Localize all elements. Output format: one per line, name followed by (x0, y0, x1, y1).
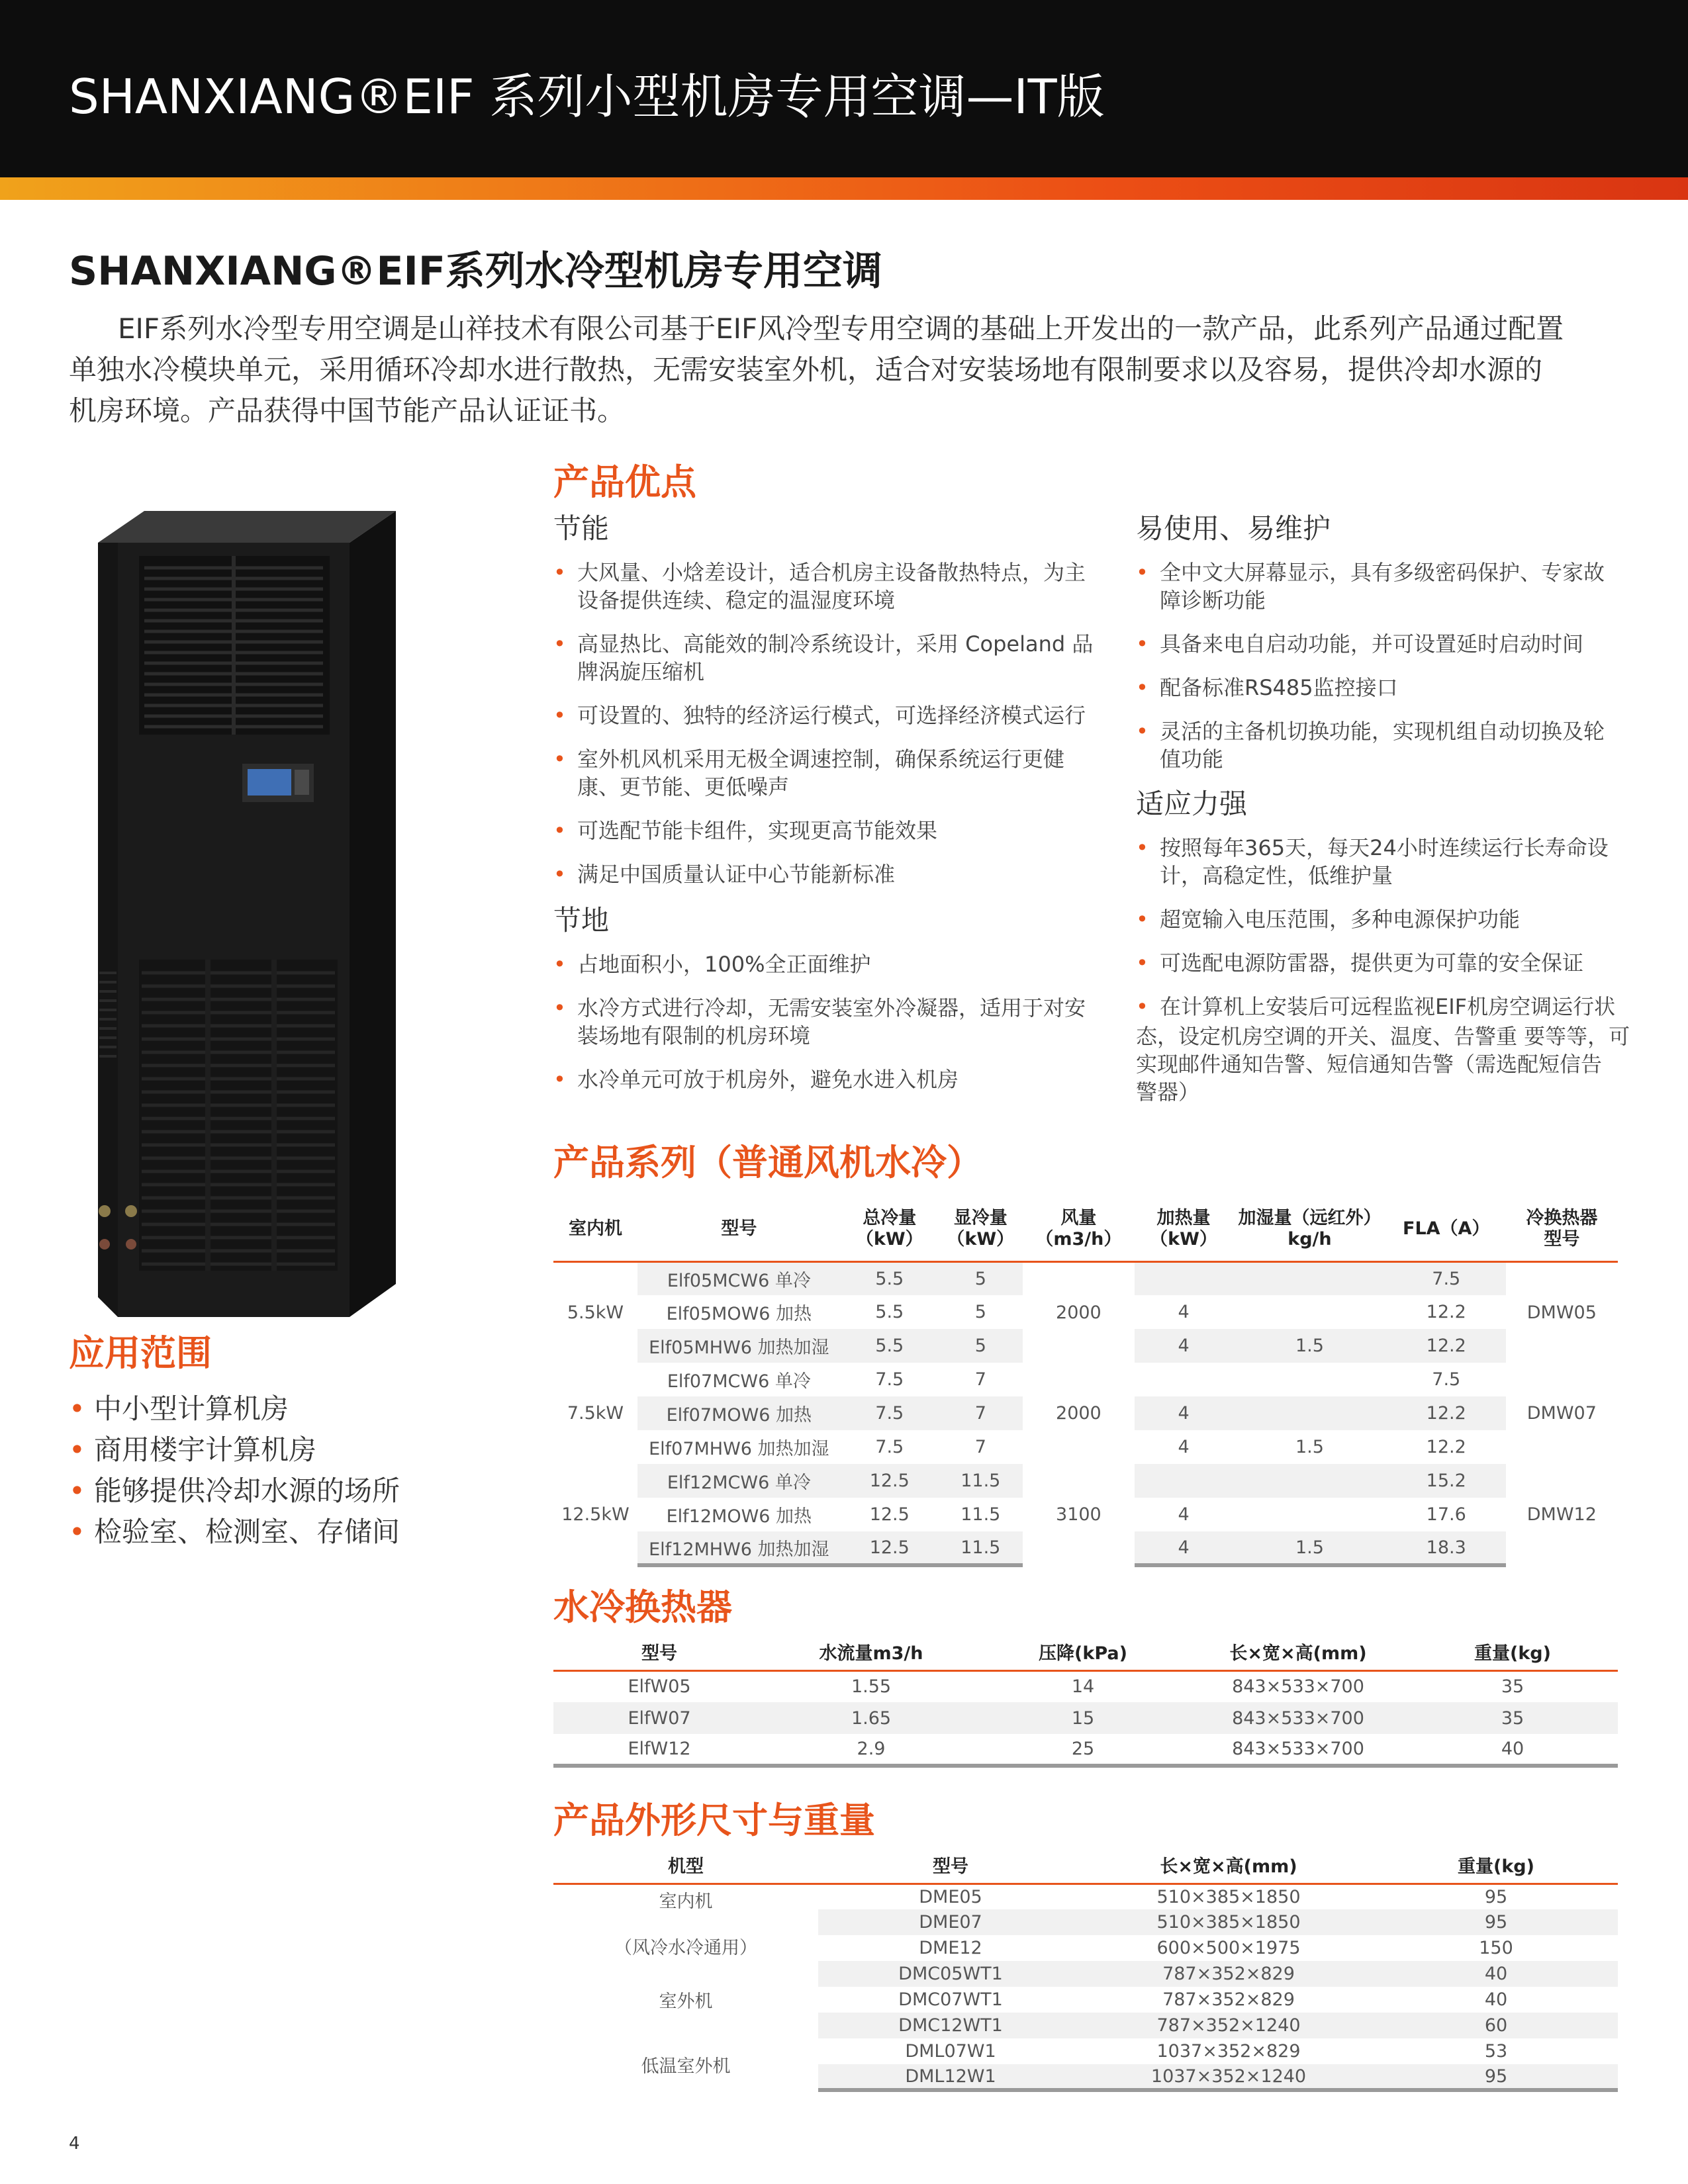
humidifying-cell (1233, 1295, 1387, 1329)
table-cell: DME05 (919, 1886, 982, 1907)
column-header (1023, 1198, 1135, 1261)
list-item (553, 559, 1103, 614)
list-item (1136, 559, 1639, 614)
heating-cell: 4 (1178, 1504, 1190, 1525)
table-row (553, 1670, 1618, 1702)
total-cooling-cell: 7.5 (875, 1437, 904, 1457)
humidifying-cell (1233, 1261, 1387, 1295)
table-cell: DME12 (919, 1938, 982, 1958)
sensible-cooling-cell: 7 (974, 1369, 986, 1390)
list-item-text: 牌涡旋压缩机 (577, 659, 705, 684)
list-item (553, 950, 1103, 978)
column-header (939, 1198, 1023, 1261)
model-cell: Elf12MOW6 加热 (666, 1506, 812, 1527)
model-cell: Elf12MHW6 加热加湿 (637, 1531, 841, 1565)
table-row (553, 1884, 1618, 1909)
table-cell: DME07 (818, 1909, 1083, 1935)
adaptability-title: 适应力强 (1136, 788, 1248, 820)
humidifying-cell (1233, 1363, 1387, 1396)
list-item (1136, 993, 1639, 1021)
list-item (553, 860, 1103, 888)
table-cell: 843×533×700 (1189, 1734, 1407, 1766)
bullet-icon: • (553, 703, 566, 728)
column-header (553, 1198, 637, 1261)
table-cell: 843×533×700 (1189, 1702, 1407, 1734)
fla-cell: 7.5 (1387, 1261, 1506, 1295)
heating-cell: 4 (1178, 1437, 1190, 1457)
table-cell: 53 (1484, 2041, 1508, 2062)
list-item (553, 745, 1103, 801)
table-row (553, 1464, 1618, 1498)
bullet-icon: • (553, 952, 566, 977)
list-item-text: 全中文大屏幕显示，具有多级密码保护、专家故 (1160, 560, 1605, 585)
column-header-text: （kW） (1150, 1229, 1217, 1250)
continuation-line: 态，设定机房空调的开关、温度、告警重 要等等，可 (1136, 1024, 1630, 1049)
sensible-cooling-cell: 7 (974, 1437, 986, 1457)
column-header-text: （kW） (947, 1229, 1015, 1250)
bullet-icon: • (69, 1392, 85, 1425)
humidifying-cell (1233, 1464, 1387, 1498)
table-cell: 40 (1407, 1734, 1618, 1766)
list-item-text: 超宽输入电压范围，多种电源保护功能 (1160, 907, 1521, 932)
humidifying-cell (1233, 1396, 1387, 1430)
column-header (553, 1639, 765, 1670)
list-item (553, 994, 1103, 1050)
column-header (1135, 1198, 1233, 1261)
dimensions-table (553, 1852, 1618, 2092)
sensible-cooling-cell: 11.5 (961, 1504, 1001, 1525)
table-cell: 843×533×700 (1232, 1676, 1364, 1698)
fla-cell: 17.6 (1426, 1504, 1466, 1525)
energy-saving-list (553, 559, 1103, 904)
table-header-row (553, 1639, 1618, 1670)
airflow-cell: 3100 (1056, 1504, 1102, 1525)
sensible-cooling-cell: 5 (939, 1329, 1023, 1363)
column-header-text: （m3/h） (1035, 1229, 1122, 1250)
fla-cell: 12.2 (1387, 1396, 1506, 1430)
table-cell: 600×500×1975 (1156, 1938, 1301, 1958)
table-cell: 15 (977, 1702, 1189, 1734)
dimensions-title: 产品外形尺寸与重量 (553, 1799, 875, 1841)
bullet-icon: • (69, 1516, 85, 1548)
heating-cell: 4 (1135, 1396, 1233, 1430)
adaptability-continuation (1136, 1023, 1632, 1106)
heat-exchanger-table (553, 1639, 1618, 1768)
table-cell: 25 (977, 1734, 1189, 1766)
column-header (1387, 1198, 1506, 1261)
heat-exchanger-model-cell: DMW05 (1526, 1302, 1597, 1323)
column-header-text: 室内机 (568, 1218, 622, 1240)
list-item (1136, 630, 1639, 658)
bullet-icon: • (1136, 675, 1149, 700)
table-cell: 1037×352×1240 (1083, 2064, 1374, 2090)
table-cell: 1.65 (765, 1702, 977, 1734)
table-cell: 95 (1374, 2064, 1618, 2090)
table-cell: 60 (1374, 2013, 1618, 2038)
list-item (553, 817, 1103, 844)
bullet-icon: • (69, 1433, 85, 1466)
list-item-text: 计，高稳定性，低维护量 (1160, 863, 1393, 888)
intro-line: 机房环境。产品获得中国节能产品认证证书。 (69, 394, 626, 427)
list-item (553, 630, 1103, 686)
model-cell: Elf07MCW6 单冷 (667, 1371, 811, 1392)
column-header-text: 总冷量 (863, 1208, 917, 1229)
airflow-cell: 2000 (1056, 1302, 1102, 1323)
list-item (1136, 717, 1639, 773)
model-cell: Elf07MOW6 加热 (637, 1396, 841, 1430)
column-header-text: 冷换热器 (1526, 1208, 1598, 1229)
fla-cell: 12.2 (1426, 1302, 1466, 1322)
bullet-icon: • (553, 1067, 566, 1092)
total-cooling-cell: 12.5 (841, 1464, 939, 1498)
air-conditioner-unit-image (98, 510, 396, 1317)
column-header (1374, 1852, 1618, 1884)
list-item (553, 702, 1103, 729)
table-cell: 2.9 (765, 1734, 977, 1766)
unit-type-cell (553, 2038, 818, 2090)
table-cell: 14 (1071, 1676, 1095, 1698)
space-saving-list (553, 950, 1103, 1109)
table-row (553, 1734, 1618, 1766)
bullet-icon: • (1136, 835, 1149, 860)
total-cooling-cell: 5.5 (875, 1302, 904, 1322)
energy-saving-title: 节能 (553, 512, 610, 545)
unit-type-text: 室内机 (659, 1891, 713, 1912)
column-header (1233, 1198, 1387, 1261)
column-header-text: 重量(kg) (1458, 1856, 1534, 1878)
humidifying-cell: 1.5 (1295, 1437, 1324, 1457)
list-item-text: 可选配节能卡组件，实现更高节能效果 (577, 818, 938, 843)
fla-cell: 12.2 (1426, 1437, 1466, 1457)
table-cell: 40 (1484, 1989, 1508, 2010)
list-item-text: 水冷单元可放于机房外，避免水进入机房 (577, 1067, 959, 1092)
table-header-row (553, 1852, 1618, 1884)
intro-paragraph (69, 308, 1631, 432)
total-cooling-cell: 5.5 (841, 1329, 939, 1363)
unit-type-text: （风冷水冷通用） (614, 1937, 757, 1958)
airflow-cell: 2000 (1056, 1403, 1102, 1424)
fla-cell: 7.5 (1432, 1369, 1461, 1390)
column-header-text: 长×宽×高(mm) (1160, 1856, 1297, 1878)
fla-cell: 18.3 (1387, 1531, 1506, 1565)
sensible-cooling-cell: 11.5 (939, 1464, 1023, 1498)
list-item-text: 装场地有限制的机房环境 (577, 1023, 811, 1048)
section-title: SHANXIANG®EIF系列水冷型机房专用空调 (69, 248, 882, 295)
list-item-text: 值功能 (1160, 747, 1224, 772)
intro-line: 单独水冷模块单元，采用循环冷却水进行散热，无需安装室外机，适合对安装场地有限制要求以及容易，提供冷却水源的 (69, 353, 1543, 386)
table-row (553, 1961, 1618, 1987)
indoor-capacity-cell: 7.5kW (567, 1403, 624, 1424)
list-item-text: 大风量、小焓差设计，适合机房主设备散热特点，为主 (577, 560, 1086, 585)
sensible-cooling-cell: 5 (939, 1261, 1023, 1295)
heat-exchanger-model-cell: DMW12 (1526, 1504, 1597, 1525)
list-item-text: 满足中国质量认证中心节能新标准 (577, 862, 896, 887)
table-row (553, 1261, 1618, 1295)
column-header-text: 长×宽×高(mm) (1229, 1643, 1367, 1664)
list-item-text: 室外机风机采用无极全调速控制，确保系统运行更健 (577, 747, 1065, 772)
series-title: 产品系列（普通风机水冷） (553, 1142, 982, 1183)
list-item: • 检验室、检测室、存储间 (69, 1512, 400, 1553)
list-item (1136, 674, 1639, 702)
column-header-text: 型号 (641, 1643, 677, 1664)
space-saving-title: 节地 (553, 904, 610, 936)
table-row (553, 1702, 1618, 1734)
fla-cell: 15.2 (1387, 1464, 1506, 1498)
total-cooling-cell: 7.5 (875, 1369, 904, 1390)
table-cell: 1037×352×829 (1156, 2041, 1301, 2062)
bullet-icon: • (1136, 719, 1149, 744)
table-cell: ElfW07 (553, 1702, 765, 1734)
continuation-line: 实现邮件通知告警、短信通知告警（需选配短信告 (1136, 1052, 1603, 1077)
bullet-icon: • (553, 631, 566, 657)
column-header-text: 型号 (1544, 1229, 1580, 1250)
list-item-text: 设备提供连续、稳定的温湿度环境 (577, 588, 896, 613)
list-item-text: 具备来电自启动功能，并可设置延时启动时间 (1160, 631, 1584, 657)
page-header-title: SHANXIANG®EIF 系列小型机房专用空调—IT版 (69, 69, 1105, 124)
column-header-text: 重量(kg) (1474, 1643, 1551, 1664)
list-item-text: 障诊断功能 (1160, 588, 1266, 613)
continuation-line: 警器） (1136, 1079, 1200, 1105)
table-cell: DML07W1 (905, 2041, 996, 2062)
column-header (1189, 1639, 1407, 1670)
table-cell: ElfW05 (628, 1676, 691, 1698)
column-header-text: （kW） (855, 1229, 923, 1250)
advantages-title: 产品优点 (553, 461, 696, 503)
list-item-text: 高显热比、高能效的制冷系统设计，采用 Copeland 品 (577, 631, 1094, 657)
table-cell: ElfW12 (553, 1734, 765, 1766)
bullet-icon: • (553, 995, 566, 1021)
header-gradient-stripe (0, 177, 1688, 200)
column-header-text: kg/h (1288, 1229, 1332, 1250)
column-header-text: 型号 (933, 1856, 968, 1878)
model-cell: Elf05MHW6 加热加湿 (637, 1329, 841, 1363)
table-cell: DMC07WT1 (898, 1989, 1003, 2010)
application-list (69, 1388, 400, 1553)
indoor-capacity-cell: 5.5kW (567, 1302, 624, 1323)
column-header-text: 型号 (721, 1218, 757, 1240)
column-header (841, 1198, 939, 1261)
list-item (1136, 905, 1639, 933)
column-header-text: 水流量m3/h (819, 1643, 923, 1664)
heat-exchanger-model-cell: DMW07 (1526, 1403, 1597, 1424)
heating-cell: 4 (1135, 1531, 1233, 1565)
table-cell: 510×385×1850 (1156, 1886, 1301, 1907)
bullet-icon: • (1136, 994, 1149, 1019)
column-header (765, 1639, 977, 1670)
column-header-text: 加热量 (1156, 1208, 1211, 1229)
sensible-cooling-cell: 11.5 (939, 1531, 1023, 1565)
list-item-text: 可设置的、独特的经济运行模式，可选择经济模式运行 (577, 703, 1086, 728)
bullet-icon: • (553, 560, 566, 585)
list-item-text: 在计算机上安装后可远程监视EIF机房空调运行状 (1160, 994, 1616, 1019)
column-header (818, 1852, 1083, 1884)
heating-cell (1135, 1464, 1233, 1498)
series-table (553, 1198, 1618, 1567)
table-cell: 787×352×829 (1083, 1961, 1374, 1987)
column-header-text: 加湿量（远红外） (1238, 1208, 1382, 1229)
list-item: • 商用楼宇计算机房 (69, 1430, 400, 1471)
humidifying-cell (1233, 1498, 1387, 1531)
heating-cell: 4 (1178, 1302, 1190, 1322)
table-cell: DML12W1 (818, 2064, 1083, 2090)
ease-of-use-list (1136, 559, 1639, 789)
list-item (1136, 834, 1639, 889)
humidifying-cell: 1.5 (1233, 1531, 1387, 1565)
ease-of-use-title: 易使用、易维护 (1136, 512, 1331, 545)
table-row (553, 2038, 1618, 2064)
table-cell: 35 (1407, 1702, 1618, 1734)
table-cell: 787×352×1240 (1083, 2013, 1374, 2038)
table-cell: 40 (1374, 1961, 1618, 1987)
column-header (637, 1198, 841, 1261)
list-item-text: 按照每年365天，每天24小时连续运行长寿命设 (1160, 835, 1609, 860)
list-item-text: 水冷方式进行冷却，无需安装室外冷凝器，适用于对安 (577, 995, 1086, 1021)
model-cell: Elf07MHW6 加热加湿 (649, 1439, 829, 1459)
adaptability-list (1136, 834, 1639, 1036)
column-header (1407, 1639, 1618, 1670)
unit-type-cell (553, 1884, 818, 1961)
column-header-text: 机型 (668, 1856, 704, 1878)
intro-line: EIF系列水冷型专用空调是山祥技术有限公司基于EIF风冷型专用空调的基础上开发出的一款产品，此系列产品通过配置 (118, 312, 1564, 345)
bullet-icon: • (69, 1475, 85, 1507)
column-header (553, 1852, 818, 1884)
application-title: 应用范围 (69, 1332, 212, 1374)
sensible-cooling-cell: 5 (974, 1302, 986, 1322)
bullet-icon: • (553, 747, 566, 772)
column-header-text: FLA（A） (1403, 1218, 1490, 1240)
list-item: • 能够提供冷却水源的场所 (69, 1471, 400, 1512)
bullet-icon: • (1136, 631, 1149, 657)
bullet-icon: • (1136, 907, 1149, 932)
total-cooling-cell: 12.5 (841, 1531, 939, 1565)
list-item-text: 可选配电源防雷器，提供更为可靠的安全保证 (1160, 950, 1584, 976)
list-item: • 中小型计算机房 (69, 1388, 400, 1430)
total-cooling-cell: 7.5 (841, 1396, 939, 1430)
column-header (1083, 1852, 1374, 1884)
table-cell: DMC05WT1 (818, 1961, 1083, 1987)
unit-type-cell (553, 1961, 818, 2038)
unit-type-text: 低温室外机 (641, 2056, 731, 2077)
table-row (553, 1363, 1618, 1396)
table-cell: 150 (1479, 1938, 1513, 1958)
table-header-row (553, 1198, 1618, 1261)
column-header-text: 压降(kPa) (1039, 1643, 1127, 1664)
bullet-icon: • (553, 818, 566, 843)
table-cell: 510×385×1850 (1083, 1909, 1374, 1935)
list-item-text: 灵活的主备机切换功能，实现机组自动切换及轮 (1160, 719, 1605, 744)
heating-cell: 4 (1135, 1329, 1233, 1363)
heat-exchanger-title: 水冷换热器 (553, 1586, 732, 1628)
table-cell: 787×352×829 (1162, 1989, 1295, 2010)
bullet-icon: • (1136, 560, 1149, 585)
list-item-text: 康、更节能、更低噪声 (577, 774, 790, 799)
unit-type-text: 室外机 (659, 1991, 713, 2012)
list-item-text: 配备标准RS485监控接口 (1160, 675, 1398, 700)
total-cooling-cell: 12.5 (869, 1504, 910, 1525)
indoor-capacity-cell: 12.5kW (561, 1504, 630, 1525)
page-number: 4 (69, 2134, 80, 2154)
heating-cell (1135, 1363, 1233, 1396)
list-item (1136, 949, 1639, 977)
fla-cell: 12.2 (1387, 1329, 1506, 1363)
column-header (977, 1639, 1189, 1670)
list-item-text: 占地面积小，100%全正面维护 (577, 952, 871, 977)
bullet-icon: • (1136, 950, 1149, 976)
table-cell: 95 (1374, 1909, 1618, 1935)
model-cell: Elf12MCW6 单冷 (637, 1464, 841, 1498)
total-cooling-cell: 5.5 (841, 1261, 939, 1295)
list-item (553, 1066, 1103, 1093)
column-header-text: 显冷量 (953, 1208, 1008, 1229)
table-cell: 1.55 (851, 1676, 892, 1698)
sensible-cooling-cell: 7 (939, 1396, 1023, 1430)
column-header (1506, 1198, 1618, 1261)
table-cell: 35 (1501, 1676, 1524, 1698)
model-cell: Elf05MOW6 加热 (666, 1304, 812, 1324)
heating-cell (1135, 1261, 1233, 1295)
table-cell: 95 (1484, 1886, 1508, 1907)
bullet-icon: • (553, 862, 566, 887)
humidifying-cell: 1.5 (1233, 1329, 1387, 1363)
column-header-text: 风量 (1060, 1208, 1097, 1229)
table-cell: DMC12WT1 (818, 2013, 1083, 2038)
model-cell: Elf05MCW6 单冷 (637, 1261, 841, 1295)
